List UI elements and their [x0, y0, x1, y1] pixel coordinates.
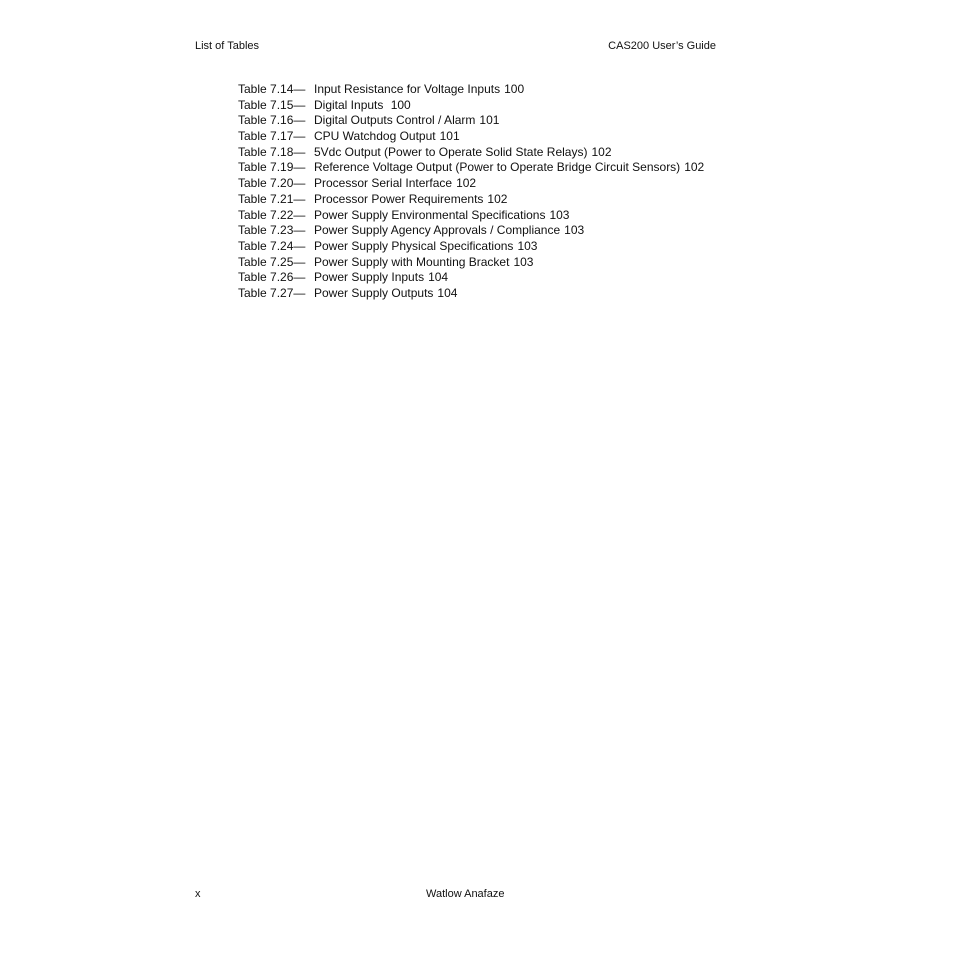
page-number: 103: [564, 223, 585, 238]
table-title: Power Supply with Mounting Bracket: [314, 254, 510, 269]
toc-entry[interactable]: [238, 286, 704, 302]
table-number: Table 7.27—: [238, 285, 306, 300]
toc-entry[interactable]: [238, 208, 704, 224]
table-title: Input Resistance for Voltage Inputs: [314, 82, 501, 96]
toc-entry[interactable]: [238, 192, 704, 208]
toc-entry[interactable]: [238, 113, 704, 129]
table-number: Table 7.16—: [238, 113, 306, 128]
toc-entry[interactable]: [238, 145, 704, 161]
toc-entry[interactable]: [238, 82, 704, 98]
table-title: Digital Outputs Control / Alarm: [314, 113, 476, 128]
table-number: Table 7.17—: [238, 129, 306, 144]
footer-page-number: x: [195, 888, 201, 900]
page-number: 103: [549, 207, 570, 222]
running-header-section: List of Tables: [195, 40, 260, 52]
table-title: Processor Power Requirements: [314, 191, 484, 206]
table-title: Power Supply Inputs: [314, 270, 425, 285]
footer-company: Watlow Anafaze: [426, 888, 505, 900]
table-title: Processor Serial Interface: [314, 176, 453, 191]
table-title: Reference Voltage Output (Power to Operate Bridge Circuit Sensors): [314, 160, 681, 175]
table-number: Table 7.25—: [238, 254, 306, 269]
toc-entry[interactable]: [238, 176, 704, 192]
page-number: 103: [513, 254, 534, 269]
page-number: 103: [517, 238, 538, 253]
table-number: Table 7.20—: [238, 176, 306, 191]
running-header-title: CAS200 User’s Guide: [608, 40, 716, 52]
table-title: CPU Watchdog Output: [314, 129, 436, 144]
page-number: 102: [684, 160, 705, 175]
table-number: Table 7.15—: [238, 97, 306, 112]
page-number: 102: [456, 176, 477, 191]
page-number: 104: [437, 285, 458, 300]
toc-entry[interactable]: [238, 223, 704, 239]
table-number: Table 7.19—: [238, 160, 306, 175]
toc-entry[interactable]: [238, 129, 704, 145]
page-number: 101: [439, 129, 460, 144]
table-title: Digital Inputs: [314, 97, 387, 112]
table-title: Power Supply Physical Specifications: [314, 238, 514, 253]
list-of-tables: [238, 82, 704, 302]
page-number: 101: [479, 113, 500, 128]
toc-entry[interactable]: [238, 255, 704, 271]
table-number: Table 7.21—: [238, 191, 306, 206]
toc-entry[interactable]: [238, 98, 704, 114]
page-number: 100: [504, 82, 525, 96]
page-number: 102: [487, 191, 508, 206]
table-title: Power Supply Environmental Specifications: [314, 207, 546, 222]
table-title: Power Supply Outputs: [314, 285, 434, 300]
table-number: Table 7.22—: [238, 207, 306, 222]
toc-entry[interactable]: [238, 239, 704, 255]
toc-entry[interactable]: [238, 160, 704, 176]
page-number: 100: [390, 97, 411, 112]
table-number: Table 7.18—: [238, 144, 306, 159]
table-title: 5Vdc Output (Power to Operate Solid State Relays): [314, 144, 588, 159]
page-number: 102: [591, 144, 612, 159]
toc-entry[interactable]: [238, 270, 704, 286]
table-number: Table 7.23—: [238, 223, 306, 238]
table-number: Table 7.14—: [238, 82, 306, 96]
table-title: Power Supply Agency Approvals / Compliance: [314, 223, 561, 238]
table-number: Table 7.26—: [238, 270, 306, 285]
page-number: 104: [428, 270, 449, 285]
table-number: Table 7.24—: [238, 238, 306, 253]
